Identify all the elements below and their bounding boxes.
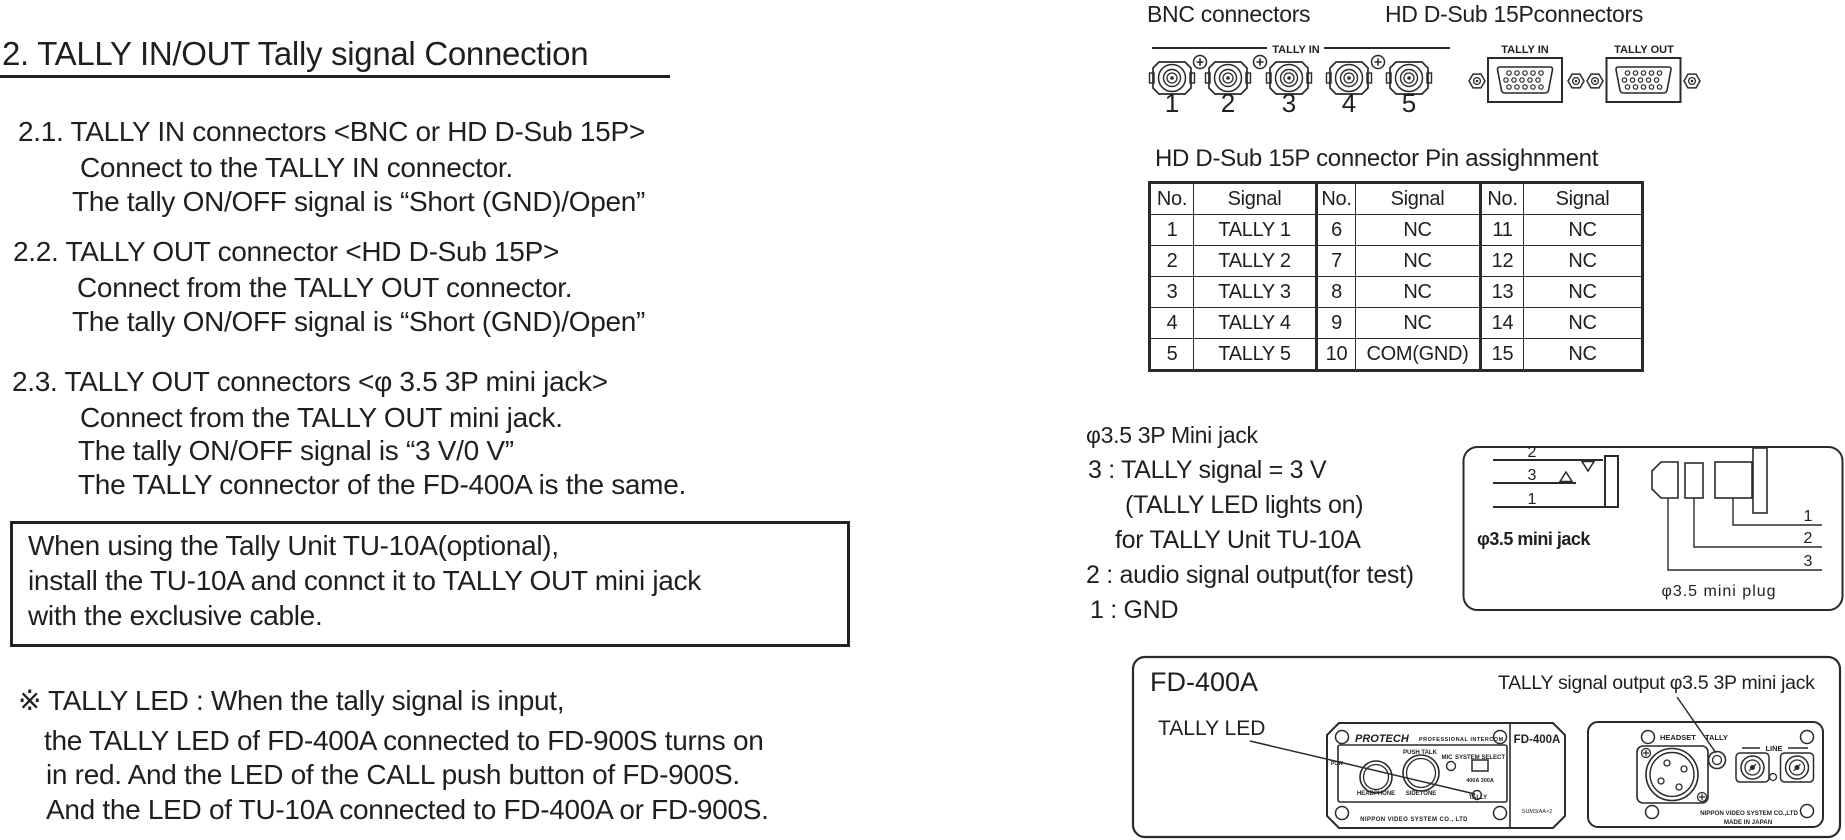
cell: TALLY 3 bbox=[1194, 277, 1317, 308]
fd400a-rear-panel bbox=[1588, 722, 1823, 827]
bnc-number-4: 4 bbox=[1341, 88, 1357, 118]
jack-label: φ3.5 mini jack bbox=[1477, 529, 1590, 549]
cell: 10 bbox=[1317, 339, 1356, 371]
section-2-2-line1: Connect from the TALLY OUT connector. bbox=[77, 272, 573, 303]
note-box-line3: with the exclusive cable. bbox=[28, 600, 323, 631]
table-row bbox=[1150, 277, 1643, 308]
section-2-3-line2: The tally ON/OFF signal is “3 V/0 V” bbox=[78, 435, 514, 466]
headset-label: HEADSET bbox=[1660, 733, 1696, 742]
cell: 9 bbox=[1317, 308, 1356, 339]
minijack-line5: 1 : GND bbox=[1090, 596, 1179, 624]
footnote-line3: in red. And the LED of the CALL push button of FD-900S. bbox=[46, 759, 740, 790]
col-header: No. bbox=[1481, 183, 1524, 215]
cell: 7 bbox=[1317, 246, 1356, 277]
bnc-group-label: TALLY IN bbox=[1272, 44, 1320, 56]
minijack-line1: 3 : TALLY signal = 3 V bbox=[1088, 456, 1327, 484]
brand-logo: PROTECH bbox=[1355, 733, 1409, 745]
bnc-number-3: 3 bbox=[1281, 88, 1297, 118]
push-talk-label: PUSH TALK bbox=[1403, 750, 1437, 756]
footnote-line2: the TALLY LED of FD-400A connected to FD-900S turns on bbox=[44, 725, 764, 756]
cell: NC bbox=[1524, 308, 1643, 339]
fd400a-diagram bbox=[1131, 653, 1845, 840]
tally-led-annotation: TALLY LED bbox=[1158, 717, 1266, 740]
made-in-label: MADE IN JAPAN bbox=[1723, 819, 1773, 826]
cell: 2 bbox=[1150, 246, 1194, 277]
footnote-line4: And the LED of TU-10A connected to FD-400A or FD-900S. bbox=[46, 794, 769, 825]
plug-pin-3: 3 bbox=[1803, 553, 1813, 570]
rear-tally-label: TALLY bbox=[1705, 733, 1728, 742]
minijack-jack-diagram bbox=[1477, 444, 1618, 549]
hex-nut-icon bbox=[1587, 74, 1603, 88]
cell: NC bbox=[1356, 246, 1481, 277]
hex-nut-icon bbox=[1568, 74, 1584, 88]
cell: COM(GND) bbox=[1356, 339, 1481, 371]
minijack-title: φ3.5 3P Mini jack bbox=[1086, 422, 1258, 448]
section-2-3-line3: The TALLY connector of the FD-400A is the same. bbox=[78, 469, 686, 500]
table-row bbox=[1150, 246, 1643, 277]
section-2-2-line2: The tally ON/OFF signal is “Short (GND)/Open” bbox=[72, 306, 646, 337]
headphone-label: HEADPHONE bbox=[1356, 791, 1396, 797]
cell: NC bbox=[1356, 308, 1481, 339]
page-title: 2. TALLY IN/OUT Tally signal Connection bbox=[2, 35, 589, 72]
hex-nut-icon bbox=[1684, 74, 1700, 88]
section-2-2-heading: 2.2. TALLY OUT connector <HD D-Sub 15P> bbox=[13, 236, 560, 267]
hex-nut-icon bbox=[1469, 74, 1485, 88]
brand-subtitle: PROFESSIONAL INTERCOM bbox=[1419, 737, 1504, 743]
cell: NC bbox=[1524, 339, 1643, 371]
rear-maker-label: NIPPON VIDEO SYSTEM CO.,LTD bbox=[1700, 810, 1798, 817]
fd400a-front-panel bbox=[1327, 723, 1565, 828]
cell: TALLY 2 bbox=[1194, 246, 1317, 277]
note-box-line2: install the TU-10A and connct it to TALLY OUT mini jack bbox=[28, 565, 701, 596]
system-select-switch bbox=[1472, 760, 1488, 771]
tally-output-annotation: TALLY signal output φ3.5 3P mini jack bbox=[1498, 672, 1815, 694]
sidetone-label: SIDETONE bbox=[1405, 791, 1437, 797]
dsub-connector-tally-out bbox=[1607, 58, 1681, 102]
dsub-tally-out-label: TALLY OUT bbox=[1614, 44, 1674, 56]
battery-label: SUM3/AA×2 bbox=[1521, 809, 1553, 815]
footnote-line1: TALLY LED : When the tally signal is input, bbox=[48, 685, 565, 716]
tally-minijack-output bbox=[1709, 752, 1726, 769]
cell: 6 bbox=[1317, 215, 1356, 246]
headset-xlr-connector bbox=[1646, 749, 1698, 801]
table-row bbox=[1150, 308, 1643, 339]
plus-screw-icon bbox=[1372, 56, 1385, 69]
plug-label: φ3.5 mini plug bbox=[1661, 583, 1777, 600]
cell: 1 bbox=[1150, 215, 1194, 246]
cell: 13 bbox=[1481, 277, 1524, 308]
bnc-number-2: 2 bbox=[1220, 88, 1236, 118]
line-connector-1 bbox=[1736, 753, 1769, 782]
plus-screw-icon bbox=[1194, 56, 1207, 69]
pin-table bbox=[1148, 181, 1644, 372]
switch-options-label: 400A 300A bbox=[1466, 778, 1494, 784]
col-header: No. bbox=[1317, 183, 1356, 215]
section-2-1-heading: 2.1. TALLY IN connectors <BNC or HD D-Sub 15P> bbox=[18, 116, 645, 147]
col-header: No. bbox=[1150, 183, 1194, 215]
section-2-1-line2: The tally ON/OFF signal is “Short (GND)/Open” bbox=[72, 186, 646, 217]
bnc-heading: BNC connectors bbox=[1147, 1, 1311, 27]
cell: NC bbox=[1356, 215, 1481, 246]
plug-pin-2: 2 bbox=[1803, 530, 1813, 547]
minijack-diagram-box bbox=[1462, 444, 1845, 614]
table-row bbox=[1150, 339, 1643, 371]
cell: 8 bbox=[1317, 277, 1356, 308]
line-label: LINE bbox=[1765, 744, 1783, 753]
plus-screw-icon bbox=[1698, 793, 1707, 802]
mic-label: MIC bbox=[1441, 755, 1453, 761]
dsub-connector-tally-in bbox=[1488, 58, 1562, 102]
section-2-1-line1: Connect to the TALLY IN connector. bbox=[80, 152, 513, 183]
cell: TALLY 5 bbox=[1194, 339, 1317, 371]
footnote-marker: ※ bbox=[18, 685, 42, 716]
pointer-line bbox=[1677, 697, 1716, 753]
cell: NC bbox=[1524, 277, 1643, 308]
minijack-plug-diagram bbox=[1652, 448, 1822, 600]
title-underline bbox=[0, 75, 670, 78]
jack-pin-1: 1 bbox=[1527, 491, 1537, 508]
dsub-tally-in-label: TALLY IN bbox=[1501, 44, 1549, 56]
cell: TALLY 1 bbox=[1194, 215, 1317, 246]
mic-jack bbox=[1447, 762, 1456, 771]
bnc-connectors-diagram bbox=[1140, 35, 1460, 120]
minijack-line4: 2 : audio signal output(for test) bbox=[1086, 561, 1414, 589]
cell: 11 bbox=[1481, 215, 1524, 246]
model-label: FD-400A bbox=[1513, 734, 1561, 746]
maker-label: NIPPON VIDEO SYSTEM CO., LTD bbox=[1360, 817, 1468, 823]
cell: 15 bbox=[1481, 339, 1524, 371]
pow-label: POW bbox=[1331, 761, 1343, 767]
note-box-line1: When using the Tally Unit TU-10A(optional), bbox=[28, 530, 559, 561]
cell: 12 bbox=[1481, 246, 1524, 277]
pin-table-title: HD D-Sub 15P connector Pin assighnment bbox=[1155, 145, 1599, 172]
plus-screw-icon bbox=[1254, 56, 1267, 69]
col-header: Signal bbox=[1524, 183, 1643, 215]
bnc-number-5: 5 bbox=[1401, 88, 1417, 118]
system-select-label: SYSTEM SELECT bbox=[1454, 755, 1506, 761]
cell: 3 bbox=[1150, 277, 1194, 308]
jack-pin-3: 3 bbox=[1527, 467, 1537, 484]
cell: NC bbox=[1356, 277, 1481, 308]
sidetone-knob bbox=[1403, 755, 1439, 791]
section-2-3-line1: Connect from the TALLY OUT mini jack. bbox=[80, 402, 563, 433]
tally-led-panel-label: TALLY bbox=[1468, 795, 1488, 801]
cell: TALLY 4 bbox=[1194, 308, 1317, 339]
fd400a-title: FD-400A bbox=[1150, 667, 1259, 697]
dsub-heading: HD D-Sub 15Pconnectors bbox=[1385, 1, 1644, 27]
jack-pin-2: 2 bbox=[1527, 444, 1537, 461]
cell: 14 bbox=[1481, 308, 1524, 339]
minijack-line2: (TALLY LED lights on) bbox=[1125, 491, 1364, 519]
plug-pin-1: 1 bbox=[1803, 508, 1813, 525]
minijack-line3: for TALLY Unit TU-10A bbox=[1115, 526, 1361, 554]
dsub-connectors-diagram bbox=[1460, 30, 1710, 115]
col-header: Signal bbox=[1194, 183, 1317, 215]
cell: 5 bbox=[1150, 339, 1194, 371]
line-connector-2 bbox=[1781, 753, 1814, 782]
plus-screw-icon bbox=[1642, 749, 1651, 758]
bnc-number-1: 1 bbox=[1164, 88, 1180, 118]
table-row bbox=[1150, 215, 1643, 246]
col-header: Signal bbox=[1356, 183, 1481, 215]
cell: 4 bbox=[1150, 308, 1194, 339]
pin-table-header-row bbox=[1150, 183, 1643, 215]
cell: NC bbox=[1524, 246, 1643, 277]
section-2-3-heading: 2.3. TALLY OUT connectors <φ 3.5 3P mini jack> bbox=[12, 366, 608, 397]
cell: NC bbox=[1524, 215, 1643, 246]
headphone-jack bbox=[1360, 761, 1392, 793]
